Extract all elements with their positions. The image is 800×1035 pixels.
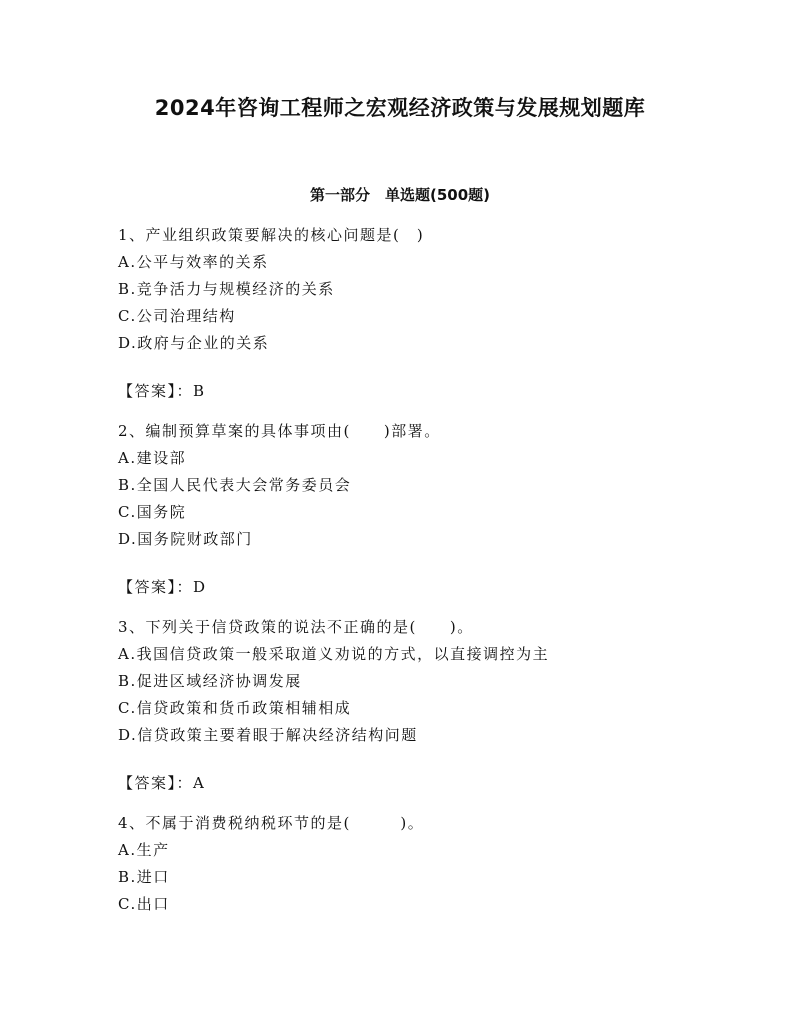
question-2 [118, 418, 718, 601]
document-title: 2024年咨询工程师之宏观经济政策与发展规划题库 [154, 96, 646, 120]
question-4 [118, 810, 718, 918]
option-b: B.竞争活力与规模经济的关系 [118, 280, 335, 298]
question-list [118, 222, 718, 918]
option-b: B.进口 [118, 868, 170, 886]
option-c: C.信贷政策和货币政策相辅相成 [118, 699, 352, 717]
option-c: C.出口 [118, 895, 170, 913]
question-stem: 1、产业组织政策要解决的核心问题是( ) [118, 226, 425, 244]
question-stem: 4、不属于消费税纳税环节的是( )。 [118, 814, 425, 832]
option-b: B.全国人民代表大会常务委员会 [118, 476, 352, 494]
option-a: A.建设部 [118, 449, 187, 467]
option-d: D.政府与企业的关系 [118, 334, 270, 352]
option-d: D.信贷政策主要着眼于解决经济结构问题 [118, 726, 418, 744]
option-a: A.生产 [118, 841, 170, 859]
option-c: C.公司治理结构 [118, 307, 236, 325]
option-a: A.公平与效率的关系 [118, 253, 269, 271]
answer-line: 【答案】：A [118, 774, 206, 792]
answer-line: 【答案】：D [118, 578, 207, 596]
option-d: D.国务院财政部门 [118, 530, 253, 548]
section-title: 第一部分 单选题(500题) [309, 186, 491, 204]
option-c: C.国务院 [118, 503, 187, 521]
option-b: B.促进区域经济协调发展 [118, 672, 302, 690]
answer-line: 【答案】：B [118, 382, 206, 400]
question-1 [118, 222, 718, 405]
question-3 [118, 614, 718, 797]
question-stem: 3、下列关于信贷政策的说法不正确的是( )。 [118, 618, 474, 636]
option-a: A.我国信贷政策一般采取道义劝说的方式，以直接调控为主 [118, 645, 550, 663]
question-stem: 2、编制预算草案的具体事项由( )部署。 [118, 422, 441, 440]
